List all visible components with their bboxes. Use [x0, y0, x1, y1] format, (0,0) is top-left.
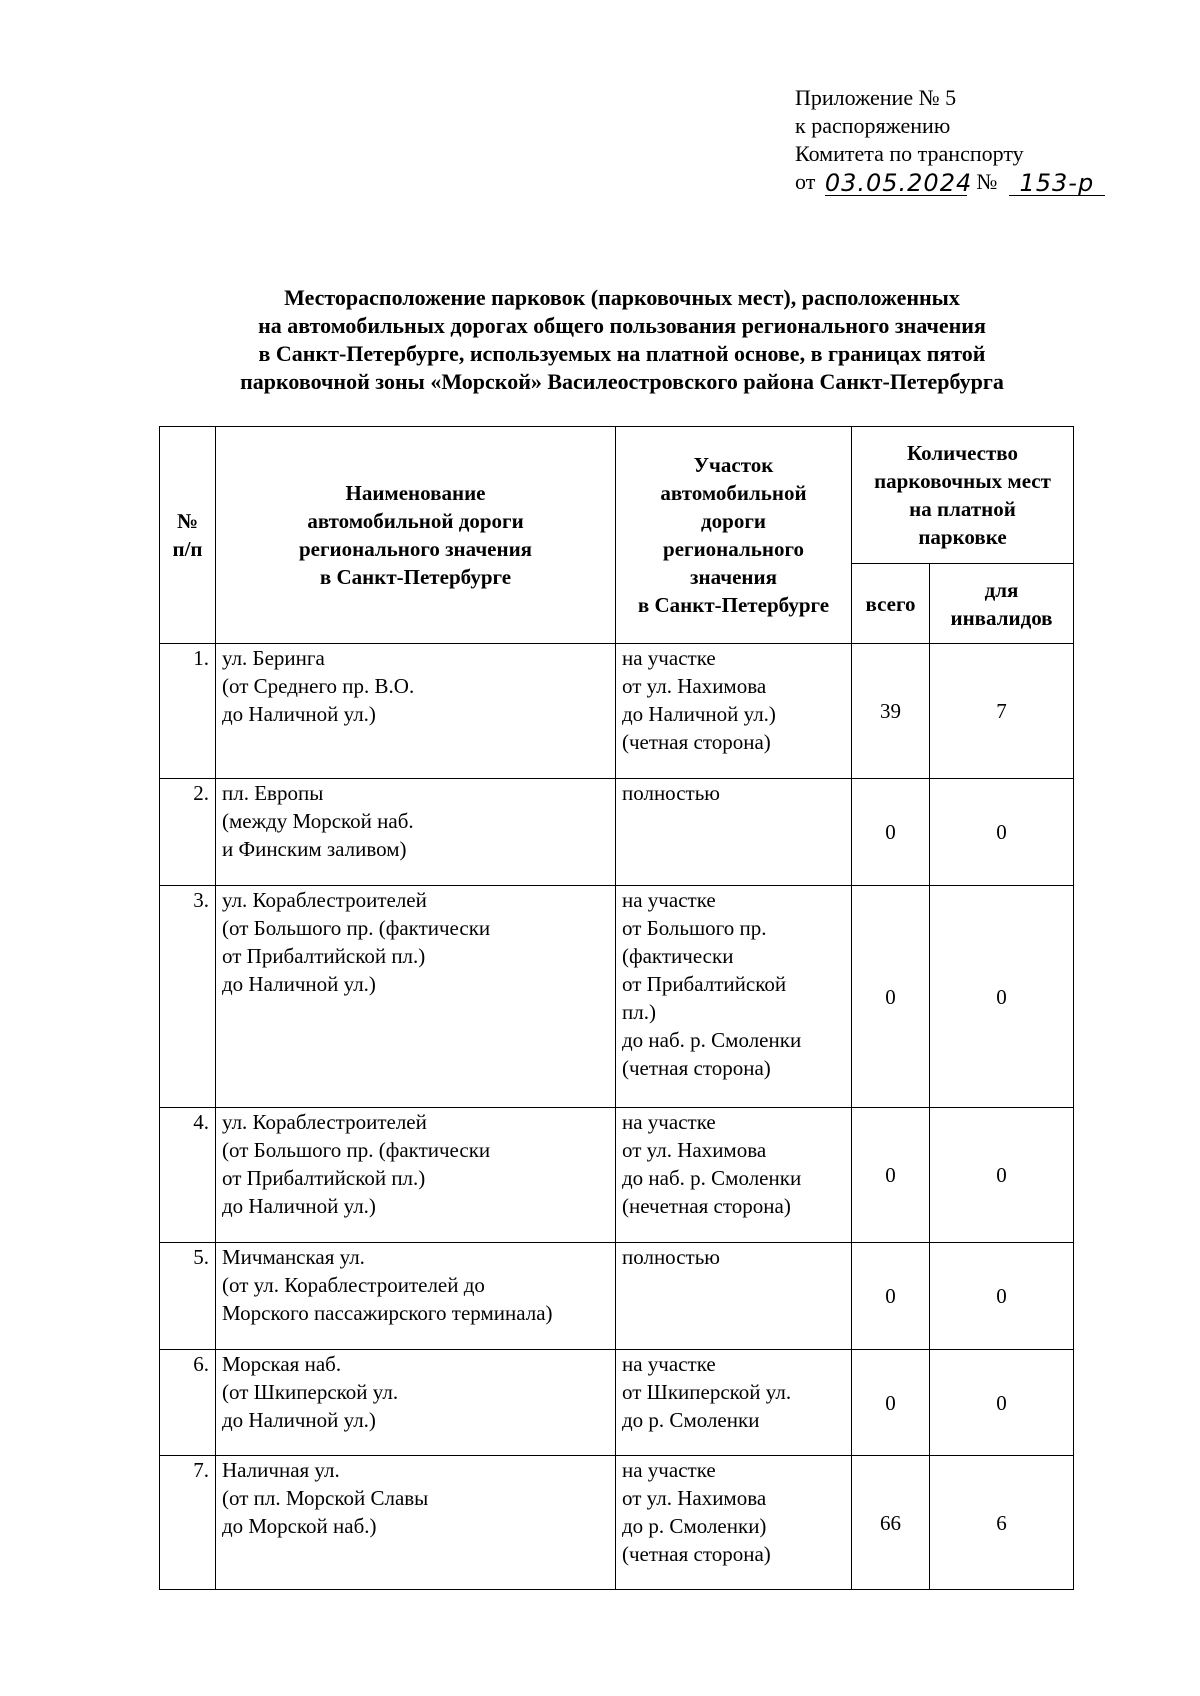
appendix-order-label: к распоряжению [795, 113, 951, 138]
road-name: Морская наб. (от Шкиперской ул. до Наличной ул.) [216, 1350, 616, 1456]
number-label: № [976, 169, 998, 194]
header-total: всего [852, 564, 930, 644]
table-row [160, 1243, 1074, 1350]
title-line: Месторасположение парковок (парковочных мест), расположенных [284, 285, 960, 310]
table-row [160, 779, 1074, 886]
appendix-committee: Комитета по транспорту [795, 141, 1024, 166]
disabled-spaces: 0 [930, 1243, 1074, 1350]
header-number: № п/п [160, 427, 216, 644]
parking-table [159, 426, 1074, 1590]
header-disabled: для инвалидов [930, 564, 1074, 644]
disabled-spaces: 0 [930, 779, 1074, 886]
appendix-title: Приложение № 5 [795, 85, 957, 110]
road-segment: на участке от Шкиперской ул. до р. Смоленки [616, 1350, 852, 1456]
row-number: 1. [160, 644, 216, 779]
table-row [160, 1456, 1074, 1590]
total-spaces: 39 [852, 644, 930, 779]
total-spaces: 0 [852, 1243, 930, 1350]
row-number: 3. [160, 886, 216, 1108]
road-segment: полностью [616, 1243, 852, 1350]
road-segment: на участке от ул. Нахимова до р. Смоленки) (четная сторона) [616, 1456, 852, 1590]
total-spaces: 0 [852, 886, 930, 1108]
table-row [160, 1108, 1074, 1243]
title-line: парковочной зоны «Морской» Василеостровского района Санкт-Петербурга [240, 369, 1004, 394]
road-segment: на участке от Большого пр. (фактически от Прибалтийской пл.) до наб. р. Смоленки (четная сторона) [616, 886, 852, 1108]
row-number: 5. [160, 1243, 216, 1350]
total-spaces: 0 [852, 1108, 930, 1243]
road-name: ул. Кораблестроителей (от Большого пр. (фактически от Прибалтийской пл.) до Наличной ул.) [216, 886, 616, 1108]
road-segment: полностью [616, 779, 852, 886]
road-name: Наличная ул. (от пл. Морской Славы до Морской наб.) [216, 1456, 616, 1590]
total-spaces: 0 [852, 779, 930, 886]
disabled-spaces: 0 [930, 1350, 1074, 1456]
title-line: на автомобильных дорогах общего пользования регионального значения [258, 313, 986, 338]
row-number: 2. [160, 779, 216, 886]
header-road-name: Наименование автомобильной дороги регионального значения в Санкт-Петербурге [216, 427, 616, 644]
table-row [160, 886, 1074, 1108]
disabled-spaces: 7 [930, 644, 1074, 779]
total-spaces: 0 [852, 1350, 930, 1456]
appendix-date-number-line [795, 168, 1105, 196]
document-title [150, 284, 1094, 396]
disabled-spaces: 0 [930, 1108, 1074, 1243]
disabled-spaces: 6 [930, 1456, 1074, 1590]
from-label: от [795, 169, 816, 194]
road-name: Мичманская ул. (от ул. Кораблестроителей до Морского пассажирского терминала) [216, 1243, 616, 1350]
row-number: 4. [160, 1108, 216, 1243]
road-segment: на участке от ул. Нахимова до наб. р. Смоленки (нечетная сторона) [616, 1108, 852, 1243]
header-road-segment: Участок автомобильной дороги регионального значения в Санкт-Петербурге [616, 427, 852, 644]
road-name: пл. Европы (между Морской наб. и Финским заливом) [216, 779, 616, 886]
disabled-spaces: 0 [930, 886, 1074, 1108]
road-segment: на участке от ул. Нахимова до Наличной ул.) (четная сторона) [616, 644, 852, 779]
row-number: 7. [160, 1456, 216, 1590]
road-name: ул. Кораблестроителей (от Большого пр. (фактически от Прибалтийской пл.) до Наличной ул.) [216, 1108, 616, 1243]
row-number: 6. [160, 1350, 216, 1456]
title-line: в Санкт-Петербурге, используемых на платной основе, в границах пятой [258, 341, 986, 366]
total-spaces: 66 [852, 1456, 930, 1590]
handwritten-number: 153-р [1009, 171, 1105, 196]
header-parking-count: Количество парковочных мест на платной парковке [852, 427, 1074, 564]
appendix-header [795, 84, 1105, 196]
road-name: ул. Беринга (от Среднего пр. В.О. до Наличной ул.) [216, 644, 616, 779]
table-row [160, 644, 1074, 779]
table-row [160, 1350, 1074, 1456]
handwritten-date: 03.05.2024 [824, 169, 973, 197]
